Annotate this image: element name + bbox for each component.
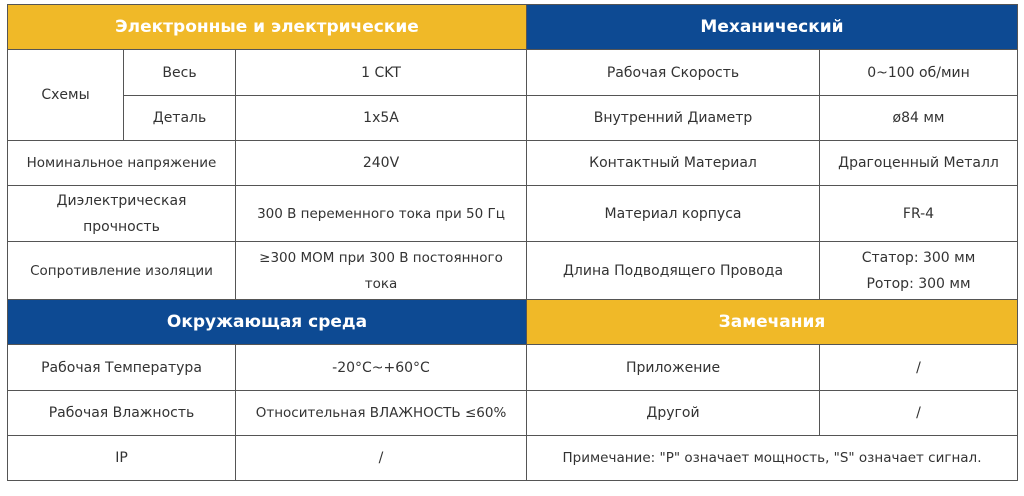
contact-material-label: Контактный Материал <box>527 141 820 186</box>
table-row <box>8 345 1018 391</box>
section-header-mechanical: Механический <box>527 5 1018 50</box>
housing-material-label: Материал корпуса <box>527 186 820 242</box>
table-row <box>8 186 1018 242</box>
dielectric-label <box>8 186 236 242</box>
spec-table <box>7 4 1018 481</box>
table-row <box>8 141 1018 186</box>
dielectric-value: 300 В переменного тока при 50 Гц <box>236 186 527 242</box>
other-value: / <box>820 391 1018 436</box>
table-row <box>8 96 1018 141</box>
section-header-remarks: Замечания <box>527 300 1018 345</box>
temperature-label: Рабочая Температура <box>8 345 236 391</box>
detail-value: 1x5A <box>236 96 527 141</box>
housing-material-value: FR-4 <box>820 186 1018 242</box>
lead-length-rotor: Ротор: 300 мм <box>866 275 971 292</box>
lead-length-stator: Статор: 300 мм <box>861 249 976 266</box>
other-label: Другой <box>527 391 820 436</box>
insulation-label: Сопротивление изоляции <box>8 242 236 300</box>
humidity-value: Относительная ВЛАЖНОСТЬ ≤60% <box>236 391 527 436</box>
humidity-label: Рабочая Влажность <box>8 391 236 436</box>
circuits-label: Схемы <box>8 50 124 141</box>
table-row <box>8 391 1018 436</box>
section-header-environment: Окружающая среда <box>8 300 527 345</box>
ip-value: / <box>236 436 527 481</box>
header-row-bottom <box>8 300 1018 345</box>
insulation-value-line1: ≥300 МОМ при 300 В постоянного <box>259 249 503 266</box>
ip-label: IP <box>8 436 236 481</box>
speed-value: 0~100 об/мин <box>820 50 1018 96</box>
application-label: Приложение <box>527 345 820 391</box>
rated-voltage-value: 240V <box>236 141 527 186</box>
detail-label: Деталь <box>124 96 236 141</box>
weight-value: 1 CKT <box>236 50 527 96</box>
remarks-note: Примечание: "P" означает мощность, "S" означает сигнал. <box>527 436 1018 481</box>
weight-label: Весь <box>124 50 236 96</box>
speed-label: Рабочая Скорость <box>527 50 820 96</box>
table-row <box>8 50 1018 96</box>
section-header-electrical: Электронные и электрические <box>8 5 527 50</box>
insulation-value <box>236 242 527 300</box>
temperature-value: -20°C~+60°C <box>236 345 527 391</box>
inner-diameter-label: Внутренний Диаметр <box>527 96 820 141</box>
application-value: / <box>820 345 1018 391</box>
dielectric-label-line1: Диэлектрическая <box>56 192 187 209</box>
table-row <box>8 436 1018 481</box>
contact-material-value: Драгоценный Металл <box>820 141 1018 186</box>
dielectric-label-line2: прочность <box>83 218 160 235</box>
rated-voltage-label: Номинальное напряжение <box>8 141 236 186</box>
table-row <box>8 242 1018 300</box>
header-row-top <box>8 5 1018 50</box>
lead-length-label: Длина Подводящего Провода <box>527 242 820 300</box>
insulation-value-line2: тока <box>364 275 398 292</box>
lead-length-value <box>820 242 1018 300</box>
inner-diameter-value: ø84 мм <box>820 96 1018 141</box>
